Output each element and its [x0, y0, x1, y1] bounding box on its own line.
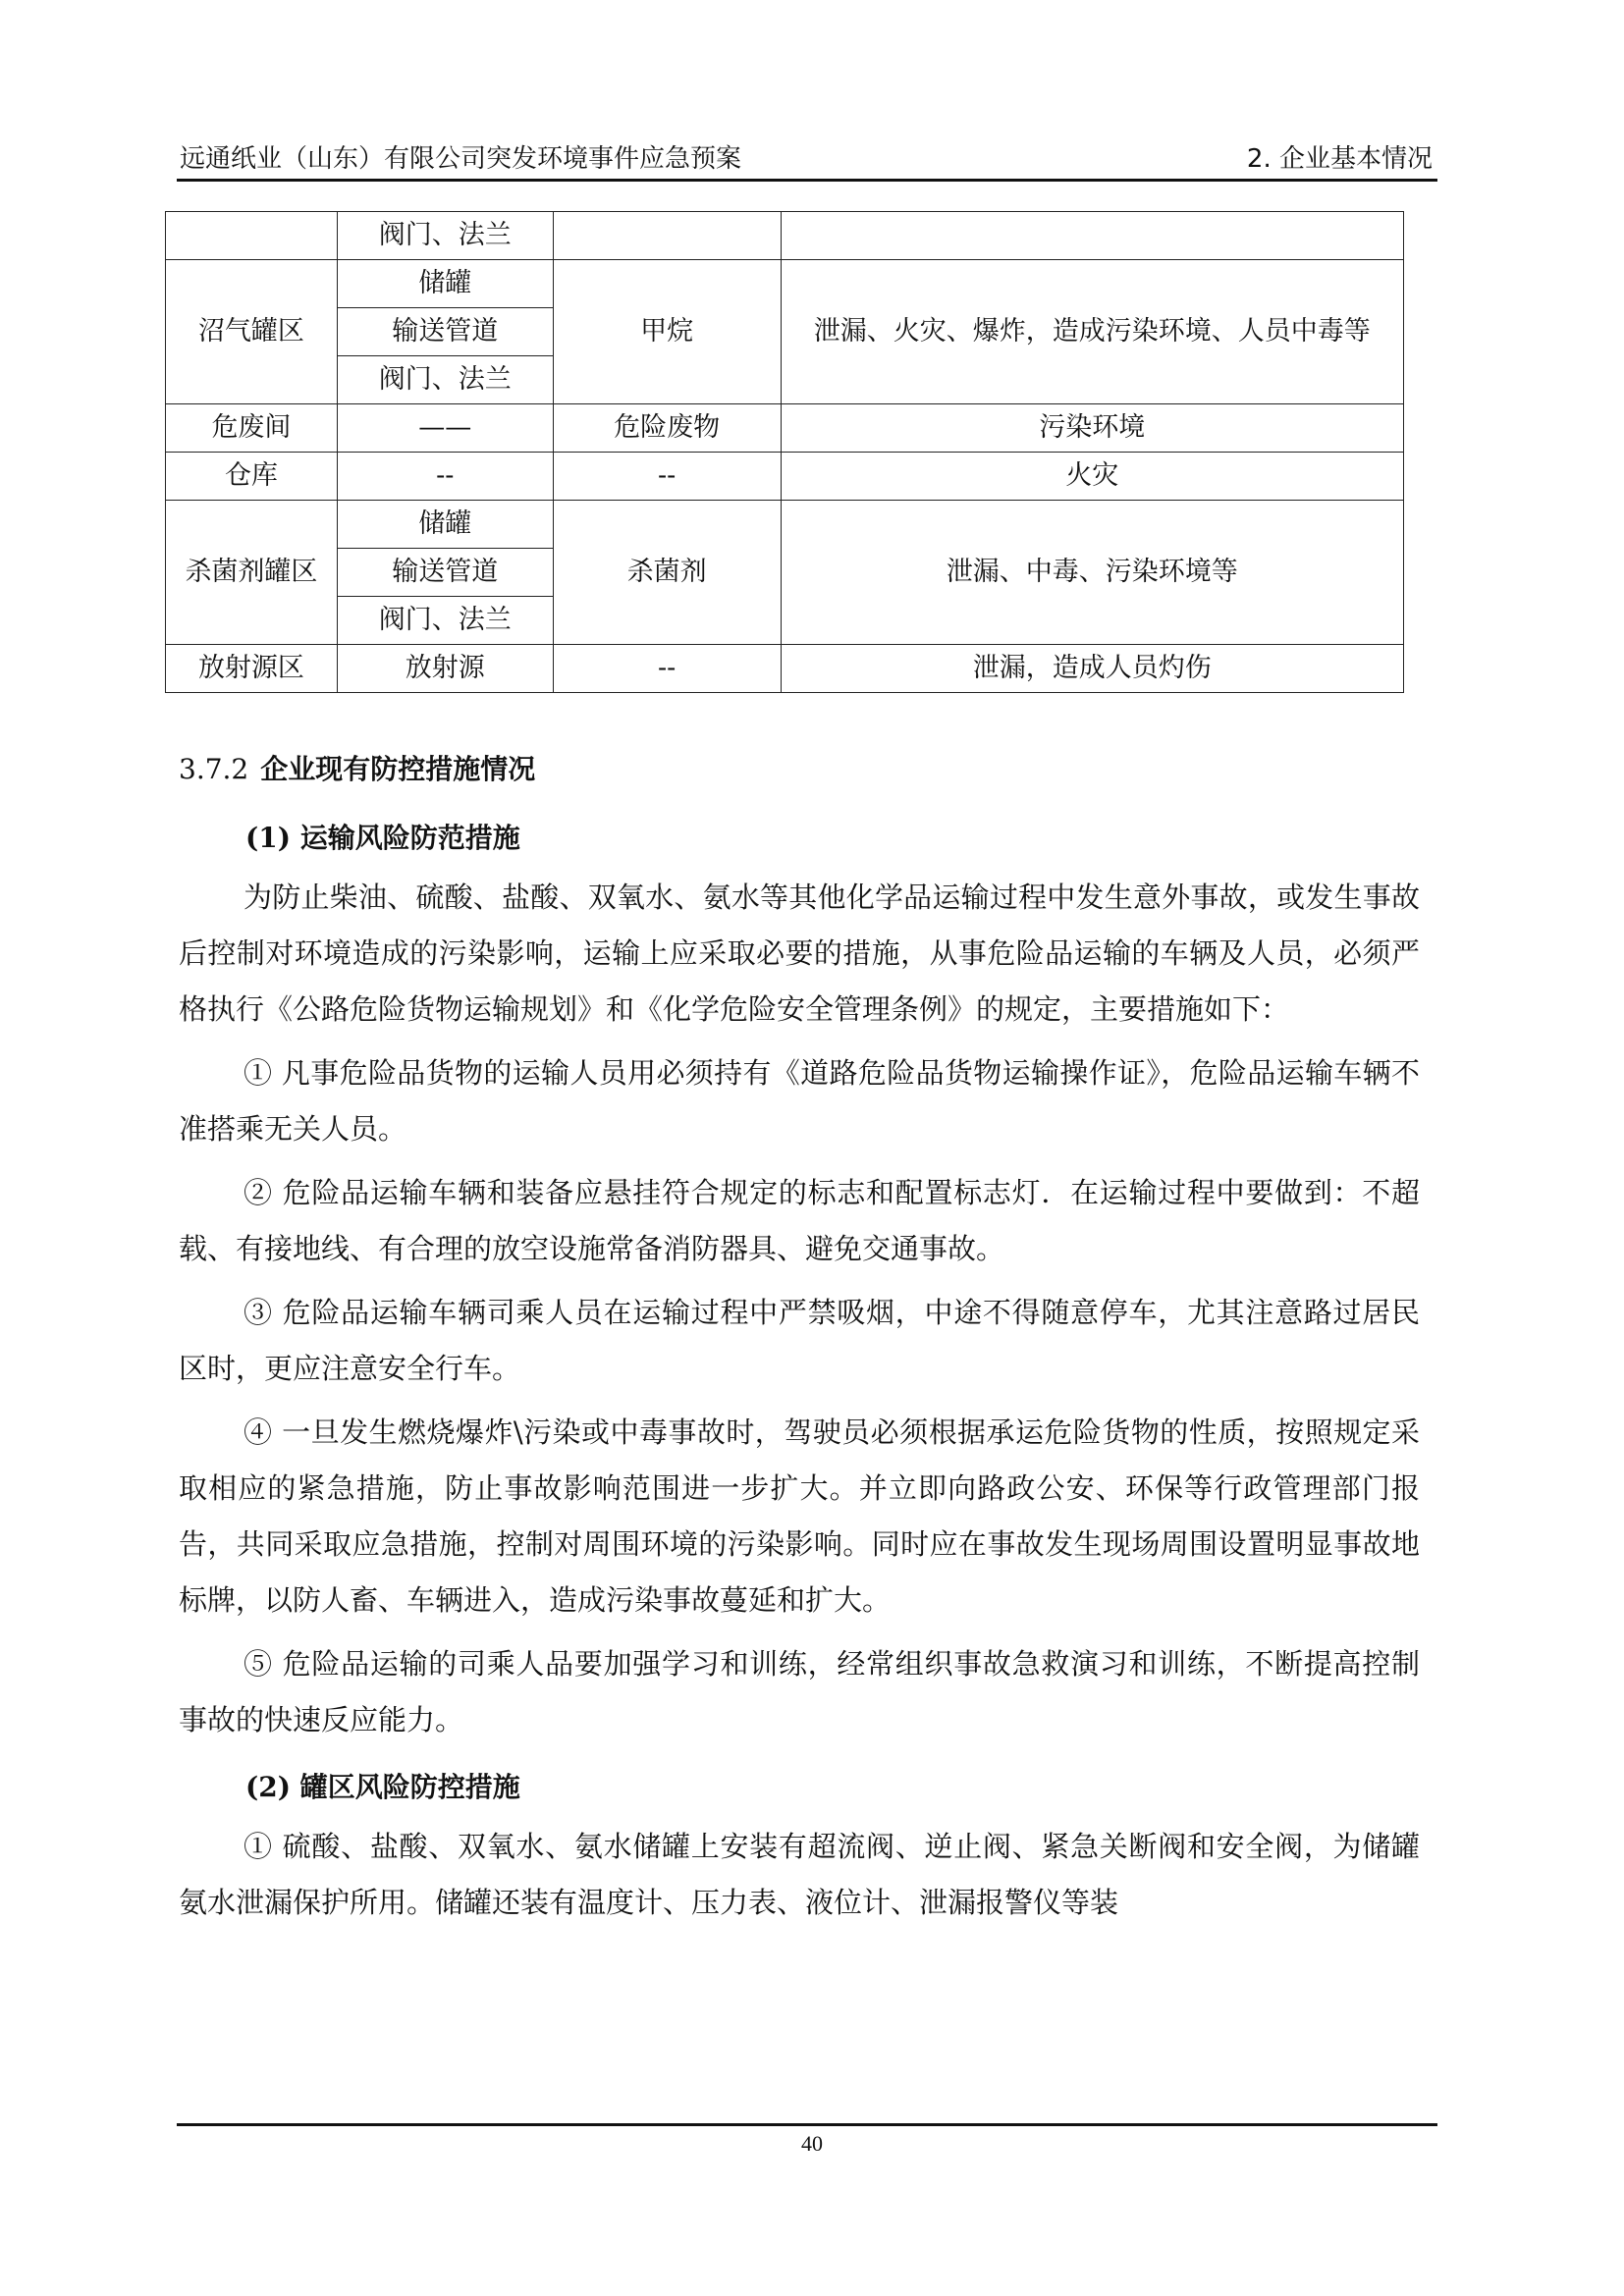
table-cell: --: [553, 453, 781, 501]
table-cell: 输送管道: [337, 549, 553, 597]
table-row: [166, 260, 1404, 308]
table-cell: 泄漏、中毒、污染环境等: [781, 501, 1403, 645]
header-section-label: 2. 企业基本情况: [1246, 144, 1433, 174]
table-cell: 杀菌剂: [553, 501, 781, 645]
section-number: 3.7.2: [179, 753, 249, 785]
paragraph: ④ 一旦发生燃烧爆炸\污染或中毒事故时，驾驶员必须根据承运危险货物的性质，按照规定采取相应的紧急措施，防止事故影响范围进一步扩大。并立即向路政公安、环保等行政管理部门报告，共同采取应急措施，控制对周围环境的污染影响。同时应在事故发生现场周围设置明显事故地标牌，以防人畜、车辆进入，造成污染事故蔓延和扩大。: [179, 1415, 1420, 1617]
table-cell: [781, 212, 1403, 260]
table-cell: 危废间: [166, 404, 338, 453]
table-cell: 仓库: [166, 453, 338, 501]
risk-table: [165, 211, 1404, 693]
header-title: 远通纸业（山东）有限公司突发环境事件应急预案: [180, 144, 742, 174]
header-divider: [177, 179, 1437, 182]
table-row: [166, 645, 1404, 693]
table-cell: ——: [337, 404, 553, 453]
table-cell: 放射源: [337, 645, 553, 693]
paragraph: ② 危险品运输车辆和装备应悬挂符合规定的标志和配置标志灯．在运输过程中要做到：不超载、有接地线、有合理的放空设施常备消防器具、避免交通事故。: [179, 1176, 1420, 1265]
table-cell: 污染环境: [781, 404, 1403, 453]
table-cell: 甲烷: [553, 260, 781, 404]
table-row: [166, 453, 1404, 501]
subsection-heading: (2) 罐区风险防控措施: [245, 1771, 520, 1803]
table-row: [166, 212, 1404, 260]
table-cell: [553, 212, 781, 260]
table-cell: 阀门、法兰: [337, 356, 553, 404]
table-row: [166, 404, 1404, 453]
table-cell: 储罐: [337, 260, 553, 308]
table-row: [166, 501, 1404, 549]
subsection-heading: (1) 运输风险防范措施: [245, 822, 520, 854]
document-body: [179, 807, 1420, 1939]
table-cell: 泄漏、火灾、爆炸，造成污染环境、人员中毒等: [781, 260, 1403, 404]
paragraph: ① 凡事危险品货物的运输人员用必须持有《道路危险品货物运输操作证》，危险品运输车辆不准搭乘无关人员。: [179, 1056, 1420, 1146]
table-cell: --: [337, 453, 553, 501]
table-cell: 火灾: [781, 453, 1403, 501]
paragraph: ③ 危险品运输车辆司乘人员在运输过程中严禁吸烟，中途不得随意停车，尤其注意路过居民区时，更应注意安全行车。: [179, 1296, 1420, 1385]
table-cell: 阀门、法兰: [337, 212, 553, 260]
page-number: 40: [801, 2131, 823, 2156]
section-heading: [179, 748, 535, 787]
table-cell: --: [553, 645, 781, 693]
table-cell: 危险废物: [553, 404, 781, 453]
table-cell: 沼气罐区: [166, 260, 338, 404]
table-cell: 放射源区: [166, 645, 338, 693]
footer-divider: [177, 2123, 1437, 2126]
table-cell: 泄漏，造成人员灼伤: [781, 645, 1403, 693]
paragraph: ① 硫酸、盐酸、双氧水、氨水储罐上安装有超流阀、逆止阀、紧急关断阀和安全阀，为储罐氨水泄漏保护所用。储罐还装有温度计、压力表、液位计、泄漏报警仪等装: [179, 1830, 1420, 1919]
table-cell: 杀菌剂罐区: [166, 501, 338, 645]
section-title: 企业现有防控措施情况: [260, 753, 536, 785]
table-cell: 储罐: [337, 501, 553, 549]
table-cell: 阀门、法兰: [337, 597, 553, 645]
table-cell: [166, 212, 338, 260]
paragraph: 为防止柴油、硫酸、盐酸、双氧水、氨水等其他化学品运输过程中发生意外事故，或发生事故后控制对环境造成的污染影响，运输上应采取必要的措施，从事危险品运输的车辆及人员，必须严格执行《公路危险货物运输规划》和《化学危险安全管理条例》的规定，主要措施如下：: [179, 881, 1420, 1026]
table-cell: 输送管道: [337, 308, 553, 356]
paragraph: ⑤ 危险品运输的司乘人品要加强学习和训练，经常组织事故急救演习和训练，不断提高控制事故的快速反应能力。: [179, 1647, 1420, 1736]
